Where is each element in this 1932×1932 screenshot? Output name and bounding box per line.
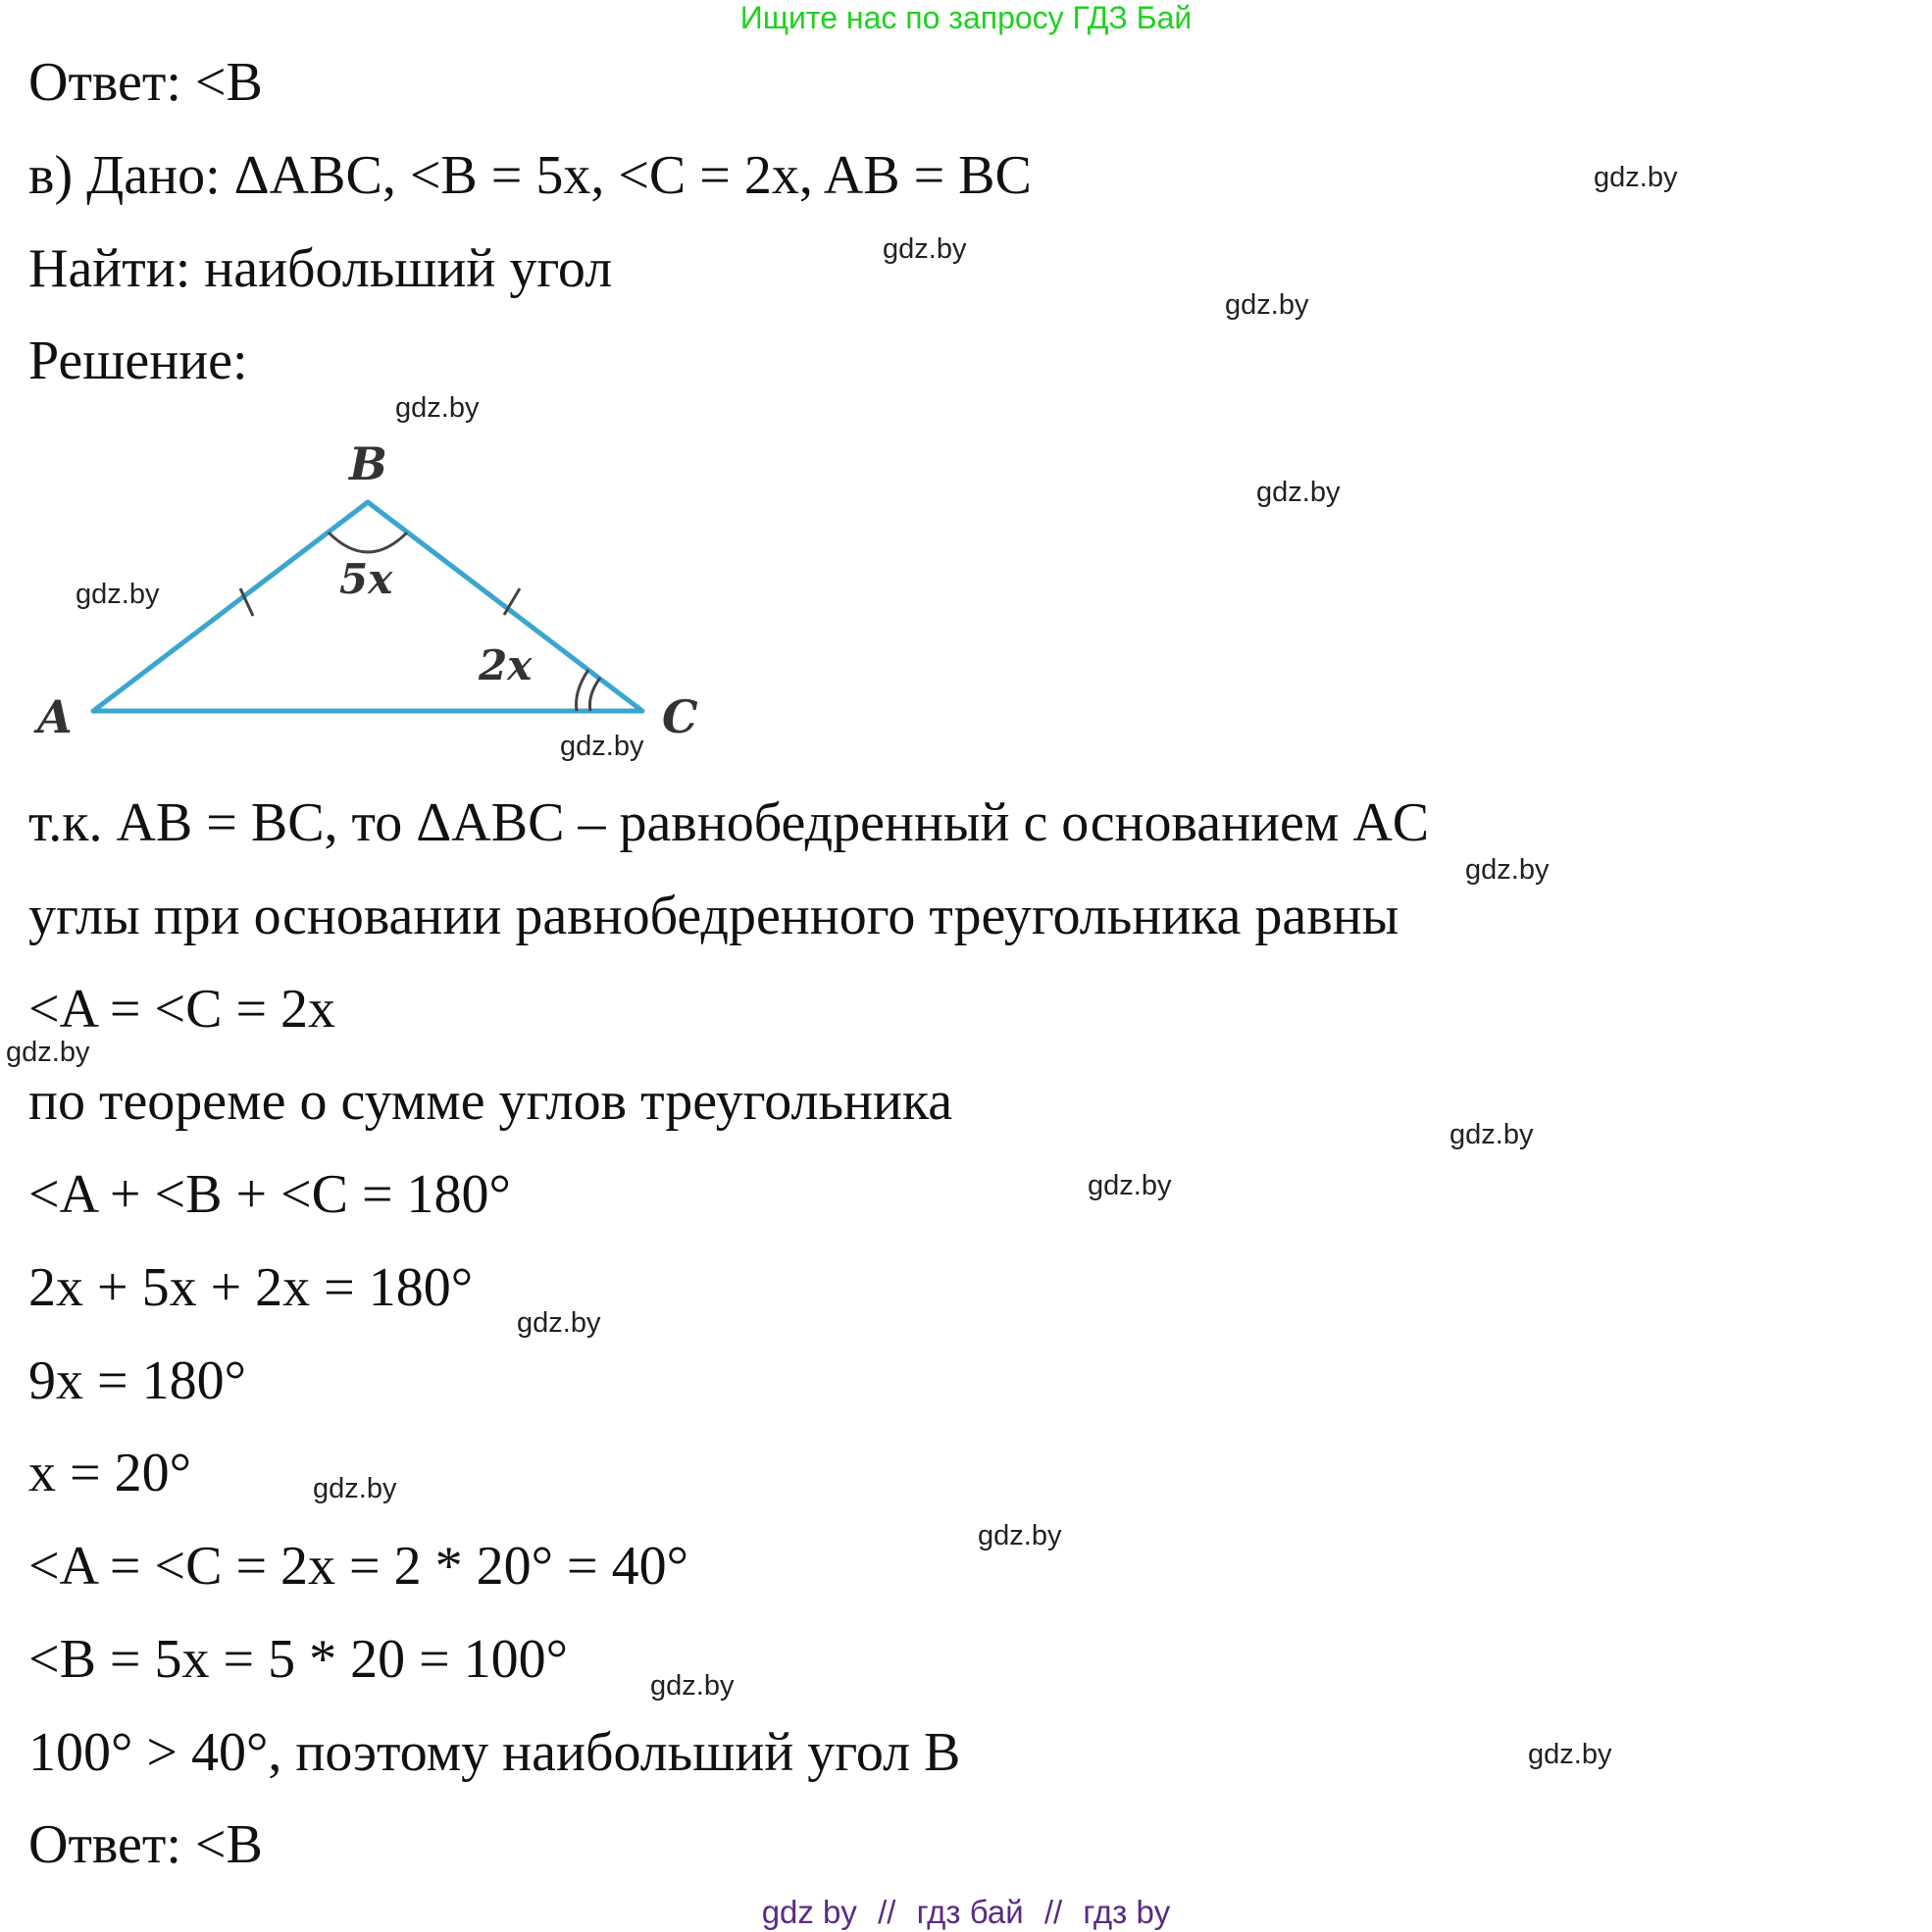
comparison-line: 100° > 40°, поэтому наибольший угол B [28,1722,961,1783]
footer-link-gdz-by-cyr[interactable]: гдз by [1083,1894,1171,1930]
theorem-line: по теореме о сумме углов треугольника [28,1071,953,1132]
equal-angles-line: <A = <C = 2x [28,979,336,1040]
footer-separator: // [878,1894,896,1930]
answer-line-bottom: Ответ: <B [28,1814,263,1875]
substitution-line: 2x + 5x + 2x = 180° [28,1257,474,1318]
solution-heading: Решение: [28,330,248,391]
watermark: gdz.by [6,1037,90,1068]
vertex-b-label: B [349,446,387,490]
footer-links [0,1895,1932,1930]
watermark: gdz.by [883,233,967,265]
watermark: gdz.by [1449,1119,1534,1150]
vertex-c-label: C [662,690,698,743]
footer-link-gdz-by[interactable]: gdz by [761,1894,857,1930]
watermark: gdz.by [1594,162,1678,193]
base-angles-line: углы при основании равнобедренного треугольника равны [28,886,1399,946]
nine-x-line: 9x = 180° [28,1350,246,1411]
angle-c-label: 2x [479,641,533,689]
isosceles-line: т.к. AB = BC, то ΔABC – равнобедренный с основанием AC [28,792,1430,853]
watermark: gdz.by [1528,1739,1612,1770]
footer-separator: // [1043,1894,1063,1930]
given-line: в) Дано: ΔABC, <B = 5x, <C = 2x, AB = BC [28,145,1032,206]
footer-link-gdz-bai[interactable]: гдз бай [916,1894,1024,1930]
watermark: gdz.by [560,731,644,762]
vertex-a-label: A [37,690,73,743]
x-value-line: x = 20° [28,1443,191,1503]
watermark: gdz.by [313,1473,397,1504]
angle-b-line: <B = 5x = 5 * 20 = 100° [28,1629,569,1690]
answer-line-top: Ответ: <B [28,52,263,113]
find-line: Найти: наибольший угол [28,238,613,299]
watermark: gdz.by [978,1520,1062,1551]
angle-b-label: 5x [339,555,393,603]
watermark: gdz.by [395,392,480,424]
angles-ac-line: <A = <C = 2x = 2 * 20° = 40° [28,1536,688,1597]
top-banner[interactable]: Ищите нас по запросу ГДЗ Бай [739,0,1193,35]
watermark: gdz.by [1225,289,1309,321]
watermark: gdz.by [1465,854,1550,886]
angle-c-arc-1 [577,670,589,711]
watermark: gdz.by [1256,477,1341,508]
angle-c-arc-2 [589,678,600,711]
triangle-abc [93,502,642,711]
watermark: gdz.by [76,579,160,610]
angle-sum-line: <A + <B + <C = 180° [28,1164,511,1225]
angle-b-arc [329,533,407,552]
watermark: gdz.by [650,1670,735,1702]
watermark: gdz.by [1088,1170,1172,1201]
watermark: gdz.by [517,1307,601,1339]
